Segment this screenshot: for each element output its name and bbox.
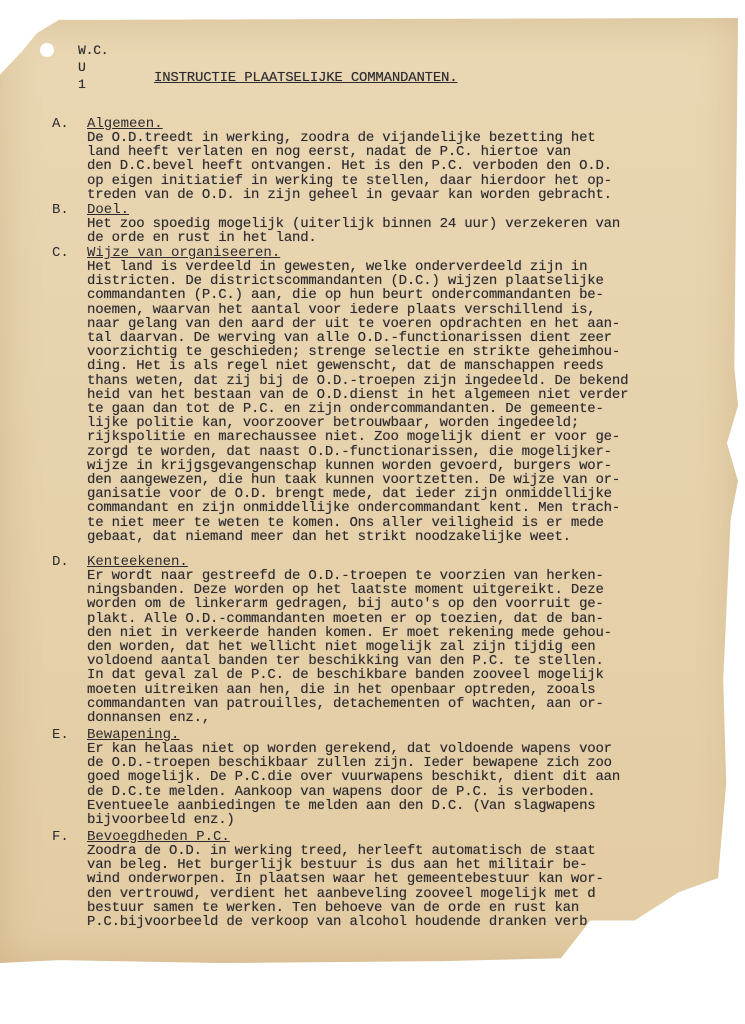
section-a-text: De O.D.treedt in werking, zoodra de vijandelijke bezetting het land heeft verlaten en nog eerst, nadat de P.C. hiertoe van den D.C.bevel heeft ontvangen. Het is den P.C. verboden den O.D. op eigen initiatief in werking te stellen, daar hierdoor het op- treden van de O.D. in zijn geheel in gevaar kan worden gebracht.: [87, 130, 612, 203]
margin-note: W.C. U 1: [78, 43, 109, 92]
section-c-text: Het land is verdeeld in gewesten, welke onderverdeeld zijn in districten. De districtscommandanten (D.C.) wijzen plaatselijke commandanten (P.C.) aan, die op hun beurt ondercommandanten be- noemen, waarvan het aantal voor iedere plaats verschillend is, naar gelang van den aard der uit te voeren opdrachten en het aan- tal daarvan. De werving van alle O.D.-functionarissen dient zeer voorzichtig te geschieden; strenge selectie en strikte geheimhou- ding. Het is als regel niet gewenscht, dat de manschappen reeds thans weten, dat zij bij de O.D.-troepen zijn ingedeeld. De bekend heid van het bestaan van de O.D.dienst in het algemeen niet verder te gaan dan tot de P.C. en zijn ondercommandanten. De gemeente- lijke politie kan, voorzoover betrouwbaar, worden ingedeeld; rijkspolitie en marechaussee niet. Zoo mogelijk dient er voor ge- zorgd te worden, dat naast O.D.-functionarissen, die mogelijker- wijze in krijgsgevangenschap kunnen worden gevoerd, burgers wor- den aangewezen, die hun taak kunnen voortzetten. De wijze van or- ganisatie voor de O.D. brengt mede, dat ieder zijn onmiddellijke commandant en zijn onmiddellijke ondercommandant kent. Men trach- te niet meer te weten te komen. Ons aller veiligheid is er mede gebaat, dat niemand meer dan het strikt noodzakelijke weet.: [87, 259, 629, 545]
section-a-label: A.: [52, 116, 69, 132]
section-d-label: D.: [52, 554, 69, 570]
section-c-heading: Wijze van organiseeren.: [87, 245, 281, 261]
document-title: INSTRUCTIE PLAATSELIJKE COMMANDANTEN.: [154, 70, 458, 86]
section-e-text: Er kan helaas niet op worden gerekend, dat voldoende wapens voor de O.D.-troepen beschikbaar zullen zijn. Ieder bewapene zich zoo goed mogelijk. De P.C.die over vuurwapens beschikt, dient dit aan de D.C.te melden. Aankoop van wapens door de P.C. is verboden. Eventueele aanbiedingen te melden aan den D.C. (Van slagwapens bijvoorbeeld enz.): [87, 741, 621, 829]
section-e-heading: Bewapening.: [87, 727, 180, 743]
section-b-heading: Doel.: [87, 202, 130, 218]
section-a-heading: Algemeen.: [87, 116, 163, 132]
section-c-label: C.: [52, 245, 69, 261]
section-d-heading: Kenteekenen.: [87, 554, 188, 570]
section-f-label: F.: [52, 829, 69, 845]
section-e-label: E.: [52, 727, 69, 743]
section-f-text: Zoodra de O.D. in werking treed, herleeft automatisch de staat van beleg. Het burgerlijk bestuur is dus aan het militair be- wind onderworpen. In plaatsen waar het gemeentebestuur kan wor- den vertrouwd, verdient het aanbeveling zooveel mogelijk met d bestuur samen te werken. Ten behoeve van de orde en rust kan P.C.bijvoorbeeld de verkoop van alcohol houdende dranken verb: [87, 843, 604, 931]
section-b-text: Het zoo spoedig mogelijk (uiterlijk binnen 24 uur) verzekeren van de orde en rust in het land.: [87, 216, 621, 247]
section-d-text: Er wordt naar gestreefd de O.D.-troepen te voorzien van herken- ningsbanden. Deze worden op het laatste moment uitgereikt. Deze worden om de linkerarm gedragen, bij auto's op den voorruit ge- plakt. Alle O.D.-commandanten moeten er op toezien, dat de ban- den niet in verkeerde handen komen. Er moet rekening mede gehou- den worden, dat het wellicht niet mogelijk zal zijn tijdig een voldoend aantal banden ter beschikking van den P.C. te stellen. In dat geval zal de P.C. de beschikbare banden zooveel mogelijk moeten uitreiken aan hen, die in het openbaar optreden, zooals commandanten van patrouilles, detachementen of wachten, aan or- donnansen enz.,: [87, 568, 612, 727]
section-b-label: B.: [52, 202, 69, 218]
section-f-heading: Bevoegdheden P.C.: [87, 829, 230, 845]
punch-hole: [40, 43, 54, 57]
